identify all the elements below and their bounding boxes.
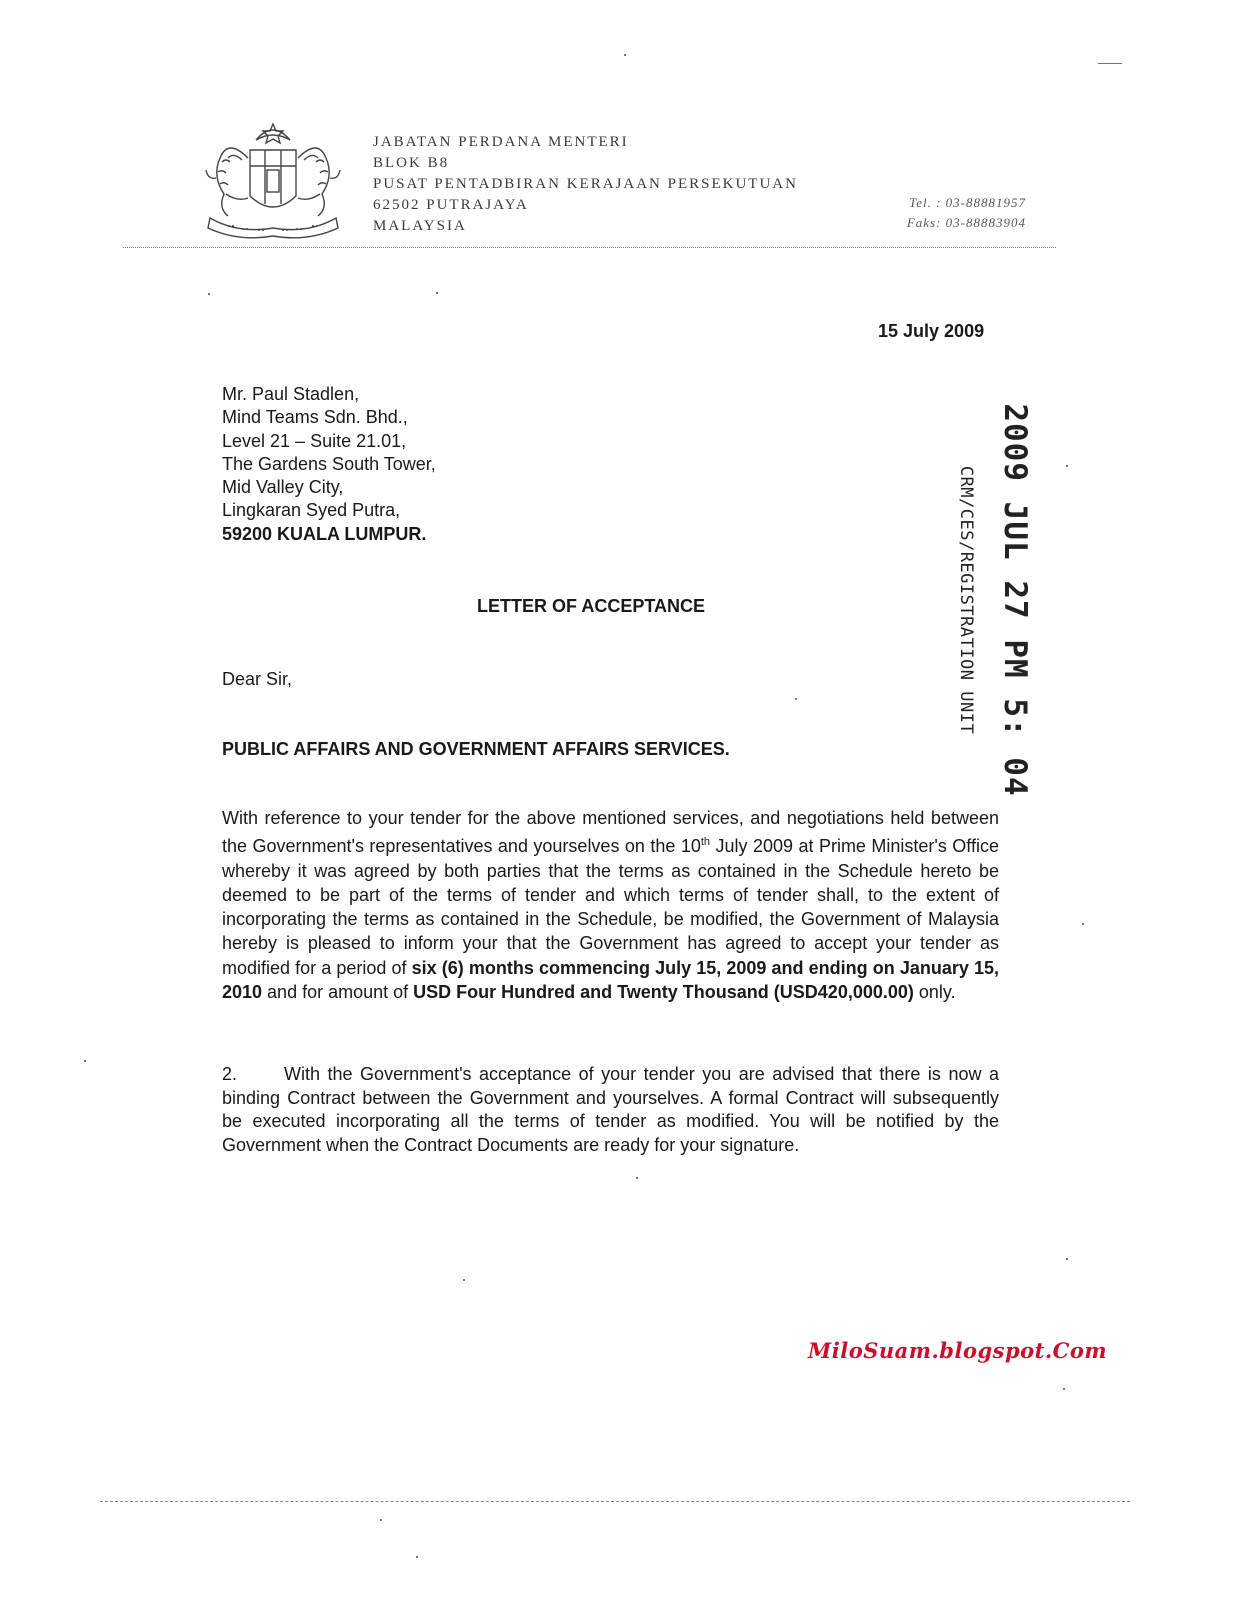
scan-speck bbox=[795, 698, 797, 700]
letterhead-contact bbox=[907, 193, 1026, 233]
recipient-line: Level 21 – Suite 21.01, bbox=[222, 430, 407, 451]
registration-stamp-unit bbox=[943, 465, 989, 735]
stamp-unit-text: CRM/CES/REGISTRATION UNIT bbox=[956, 465, 976, 735]
recipient-line: Mind Teams Sdn. Bhd., bbox=[222, 407, 408, 428]
letter-heading: PUBLIC AFFAIRS AND GOVERNMENT AFFAIRS SERVICES. bbox=[222, 739, 730, 759]
telephone-number: Tel. : 03-88881957 bbox=[909, 195, 1026, 210]
scan-speck bbox=[1098, 63, 1122, 64]
scan-speck bbox=[380, 1519, 382, 1521]
scan-speck bbox=[1066, 1258, 1068, 1260]
letterhead-line: BLOK B8 bbox=[373, 155, 450, 171]
recipient-line: Mr. Paul Stadlen, bbox=[222, 384, 360, 404]
scan-speck bbox=[416, 1556, 418, 1558]
salutation: Dear Sir, bbox=[222, 669, 293, 689]
paragraph-2 bbox=[222, 1063, 999, 1157]
paragraph-1-text: July 2009 at Prime Minister's Office whereby it was agreed by both parties that the terms as contained in the Schedule hereto be deemed to be part of the terms of tender and which terms of tender shall, to the extent of incorporating the terms as contained in the Schedule, be modified, the Government of Malaysia hereby is pleased to inform your that the Government has agreed to accept your tender as modified for a period of bbox=[222, 836, 999, 978]
letter-date: 15 July 2009 bbox=[878, 321, 985, 341]
scan-speck bbox=[624, 54, 626, 56]
scan-speck bbox=[84, 1060, 86, 1062]
coat-of-arms-emblem bbox=[198, 118, 348, 242]
scan-speck bbox=[463, 1279, 465, 1281]
paragraph-2-text: With the Government's acceptance of your tender you are advised that there is now a binding Contract between the Government and yourselves. A formal Contract will subsequently be executed incorporating all the terms of tender as modified. You will be notified by the Government when the Contract Documents are ready for your signature. bbox=[222, 1064, 999, 1155]
scan-speck bbox=[208, 293, 210, 295]
letterhead-line: MALAYSIA bbox=[373, 218, 467, 234]
footer-scan-line bbox=[100, 1501, 1130, 1502]
stamp-datetime-text: 2009 JUL 27 PM 5: 04 bbox=[997, 403, 1033, 797]
contract-period: six (6) months commencing July 15, 2009 and ending on January 15, 2010 bbox=[222, 957, 999, 1003]
scan-speck bbox=[636, 1177, 638, 1179]
scan-speck bbox=[1082, 923, 1084, 925]
scan-speck bbox=[436, 292, 438, 294]
ordinal-suffix: th bbox=[700, 836, 711, 849]
paragraph-1-text: With reference to your tender for the above mentioned services, and negotiations held between the Government's representatives and yourselves on the 10 bbox=[222, 808, 999, 857]
scan-speck bbox=[1063, 1388, 1065, 1390]
contract-amount: USD Four Hundred and Twenty Thousand (USD420,000.00) bbox=[413, 982, 914, 1003]
paragraph-1-text: only. bbox=[913, 982, 956, 1003]
letterhead-line: JABATAN PERDANA MENTERI bbox=[373, 134, 629, 150]
letterhead-line: 62502 PUTRAJAYA bbox=[373, 197, 529, 213]
paragraph-number: 2. bbox=[222, 1064, 238, 1084]
registration-stamp-datetime bbox=[985, 403, 1045, 797]
recipient-line: Lingkaran Syed Putra, bbox=[222, 500, 401, 521]
recipient-line: Mid Valley City, bbox=[222, 477, 344, 498]
letter-subject: LETTER OF ACCEPTANCE bbox=[477, 596, 705, 616]
paragraph-1 bbox=[222, 806, 999, 1004]
header-divider bbox=[123, 247, 1056, 248]
recipient-line: The Gardens South Tower, bbox=[222, 453, 436, 474]
recipient-postcode-city: 59200 KUALA LUMPUR. bbox=[222, 523, 427, 544]
letterhead-address bbox=[373, 132, 798, 237]
letterhead-line: PUSAT PENTADBIRAN KERAJAAN PERSEKUTUAN bbox=[373, 176, 798, 192]
recipient-address bbox=[222, 383, 436, 546]
scan-speck bbox=[1066, 465, 1068, 467]
blog-watermark: MiloSuam.blogspot.Com bbox=[808, 1338, 1108, 1363]
paragraph-1-text: and for amount of bbox=[262, 982, 414, 1003]
fax-number: Faks: 03-88883904 bbox=[906, 215, 1026, 230]
